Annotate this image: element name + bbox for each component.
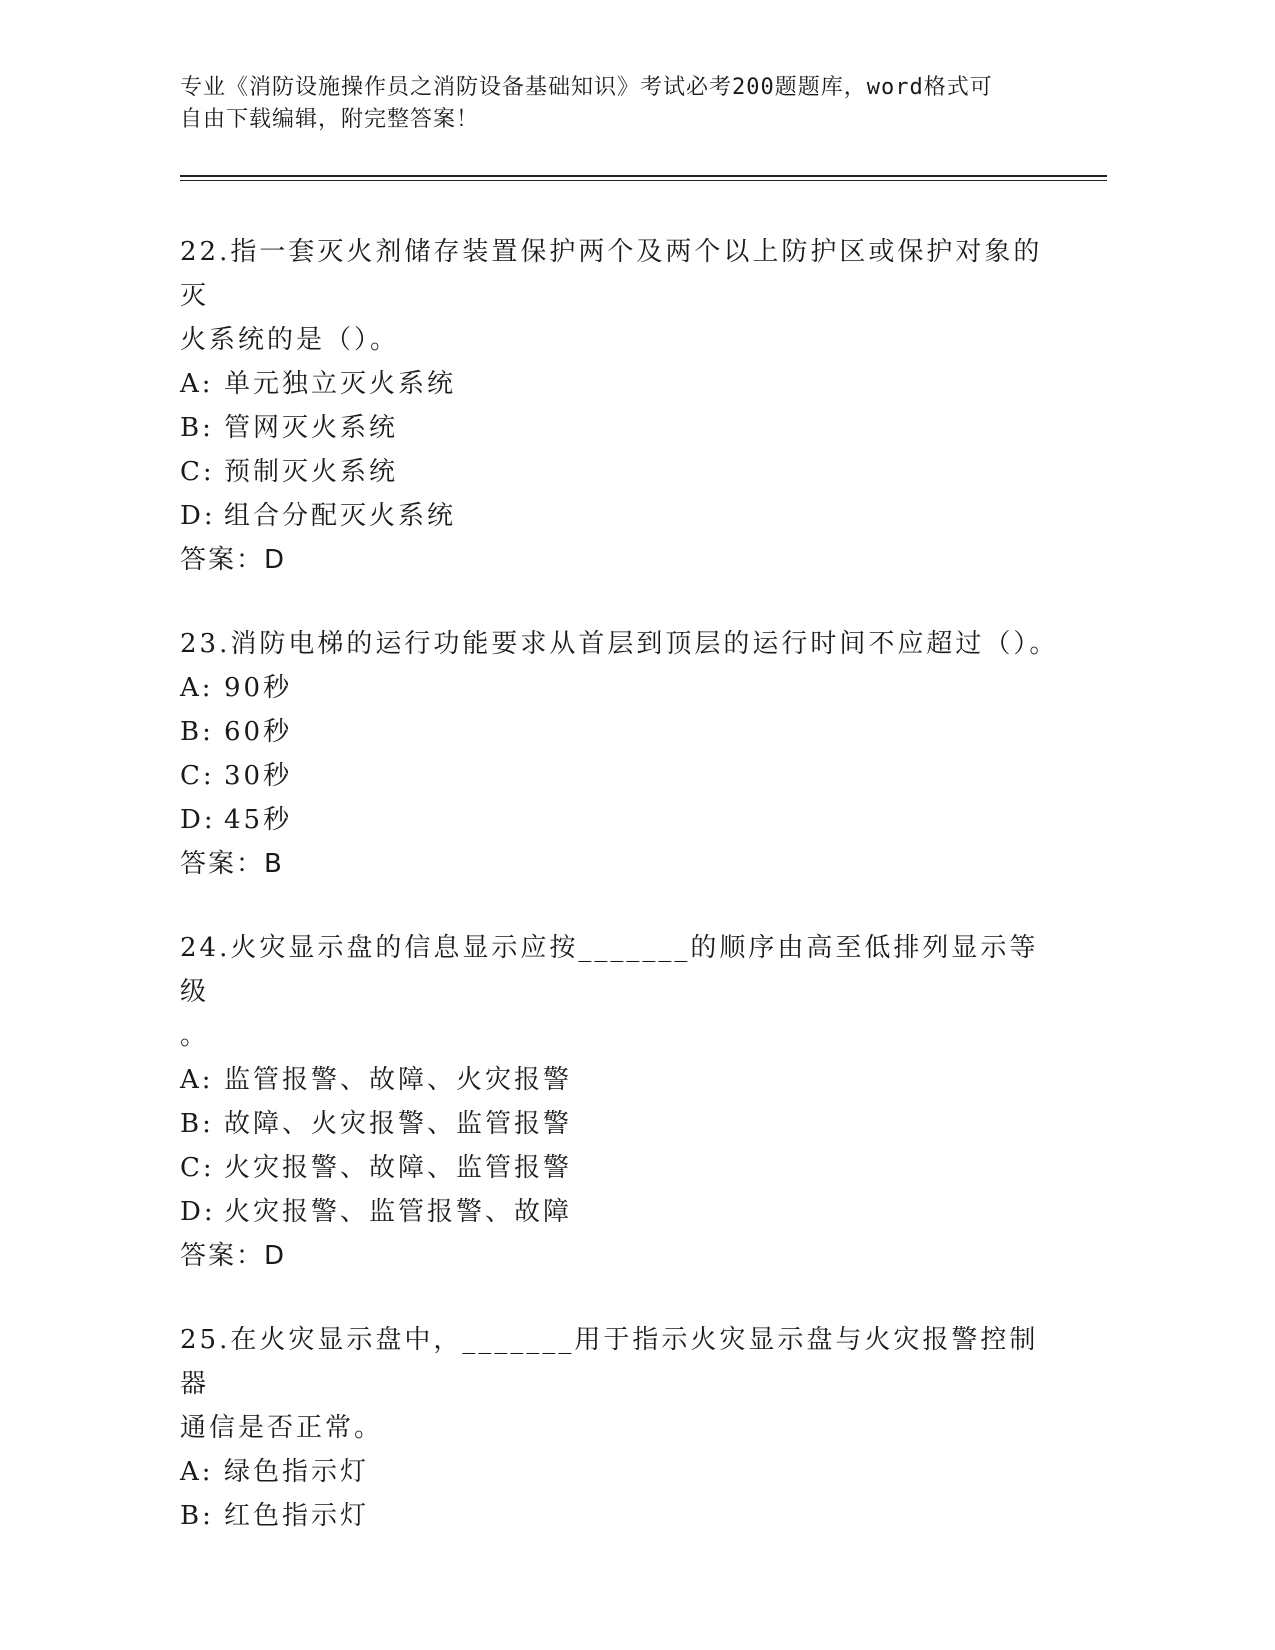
question-stem bbox=[180, 230, 1060, 362]
option-text: 60秒 bbox=[224, 717, 293, 747]
option-letter: D: bbox=[180, 501, 216, 531]
document-header bbox=[180, 72, 1040, 136]
option-letter: D: bbox=[180, 1197, 216, 1227]
option-text: 火灾报警、故障、监管报警 bbox=[224, 1153, 573, 1183]
question-stem-line-2: 火系统的是（）。 bbox=[180, 325, 400, 355]
header-divider-thin bbox=[180, 180, 1107, 181]
option-text: 45秒 bbox=[224, 805, 293, 835]
option-letter: A: bbox=[180, 1065, 214, 1095]
question-25 bbox=[180, 1318, 1060, 1538]
option-letter: B: bbox=[180, 1501, 214, 1531]
answer-line: 答案：D bbox=[180, 545, 287, 575]
question-stem-line-1: 24.火灾显示盘的信息显示应按_______的顺序由高至低排列显示等级 bbox=[180, 933, 1039, 1007]
question-24 bbox=[180, 926, 1060, 1278]
option-text: 单元独立灭火系统 bbox=[224, 369, 457, 399]
option-b bbox=[180, 406, 1060, 450]
answer-line: 答案：D bbox=[180, 1241, 287, 1271]
option-d bbox=[180, 494, 1060, 538]
option-text: 管网灭火系统 bbox=[224, 413, 399, 443]
option-text: 组合分配灭火系统 bbox=[224, 501, 457, 531]
answer-line: 答案：B bbox=[180, 849, 284, 879]
header-line-1: 专业《消防设施操作员之消防设备基础知识》考试必考200题题库，word格式可 bbox=[180, 75, 993, 100]
question-22 bbox=[180, 230, 1060, 582]
option-text: 绿色指示灯 bbox=[224, 1457, 370, 1487]
option-letter: C: bbox=[180, 1153, 215, 1183]
header-line-2: 自由下载编辑，附完整答案！ bbox=[180, 107, 480, 132]
question-23 bbox=[180, 622, 1060, 886]
question-stem bbox=[180, 926, 1060, 1058]
option-letter: C: bbox=[180, 761, 215, 791]
option-letter: A: bbox=[180, 1457, 214, 1487]
option-a bbox=[180, 666, 1060, 710]
option-letter: A: bbox=[180, 369, 214, 399]
option-text: 故障、火灾报警、监管报警 bbox=[224, 1109, 573, 1139]
option-d bbox=[180, 1190, 1060, 1234]
option-text: 预制灭火系统 bbox=[224, 457, 399, 487]
question-stem-line-1: 23.消防电梯的运行功能要求从首层到顶层的运行时间不应超过（）。 bbox=[180, 629, 1059, 659]
option-text: 30秒 bbox=[224, 761, 293, 791]
option-text: 火灾报警、监管报警、故障 bbox=[224, 1197, 573, 1227]
question-stem bbox=[180, 1318, 1060, 1450]
option-c bbox=[180, 754, 1060, 798]
option-text: 90秒 bbox=[224, 673, 293, 703]
question-list bbox=[180, 230, 1060, 1578]
option-letter: B: bbox=[180, 717, 214, 747]
option-b bbox=[180, 1102, 1060, 1146]
option-d bbox=[180, 798, 1060, 842]
option-b bbox=[180, 710, 1060, 754]
option-a bbox=[180, 362, 1060, 406]
option-text: 监管报警、故障、火灾报警 bbox=[224, 1065, 573, 1095]
option-letter: D: bbox=[180, 805, 216, 835]
option-letter: B: bbox=[180, 413, 214, 443]
question-stem-line-2: 。 bbox=[180, 1021, 210, 1051]
option-text: 红色指示灯 bbox=[224, 1501, 370, 1531]
question-stem-line-1: 25.在火灾显示盘中，_______用于指示火灾显示盘与火灾报警控制器 bbox=[180, 1325, 1039, 1399]
option-c bbox=[180, 450, 1060, 494]
question-stem bbox=[180, 622, 1060, 666]
question-stem-line-2: 通信是否正常。 bbox=[180, 1413, 384, 1443]
option-letter: C: bbox=[180, 457, 215, 487]
option-c bbox=[180, 1146, 1060, 1190]
header-divider-thick bbox=[180, 175, 1107, 177]
option-a bbox=[180, 1058, 1060, 1102]
option-b bbox=[180, 1494, 1060, 1538]
option-letter: B: bbox=[180, 1109, 214, 1139]
option-a bbox=[180, 1450, 1060, 1494]
option-letter: A: bbox=[180, 673, 214, 703]
question-stem-line-1: 22.指一套灭火剂储存装置保护两个及两个以上防护区或保护对象的灭 bbox=[180, 237, 1043, 311]
